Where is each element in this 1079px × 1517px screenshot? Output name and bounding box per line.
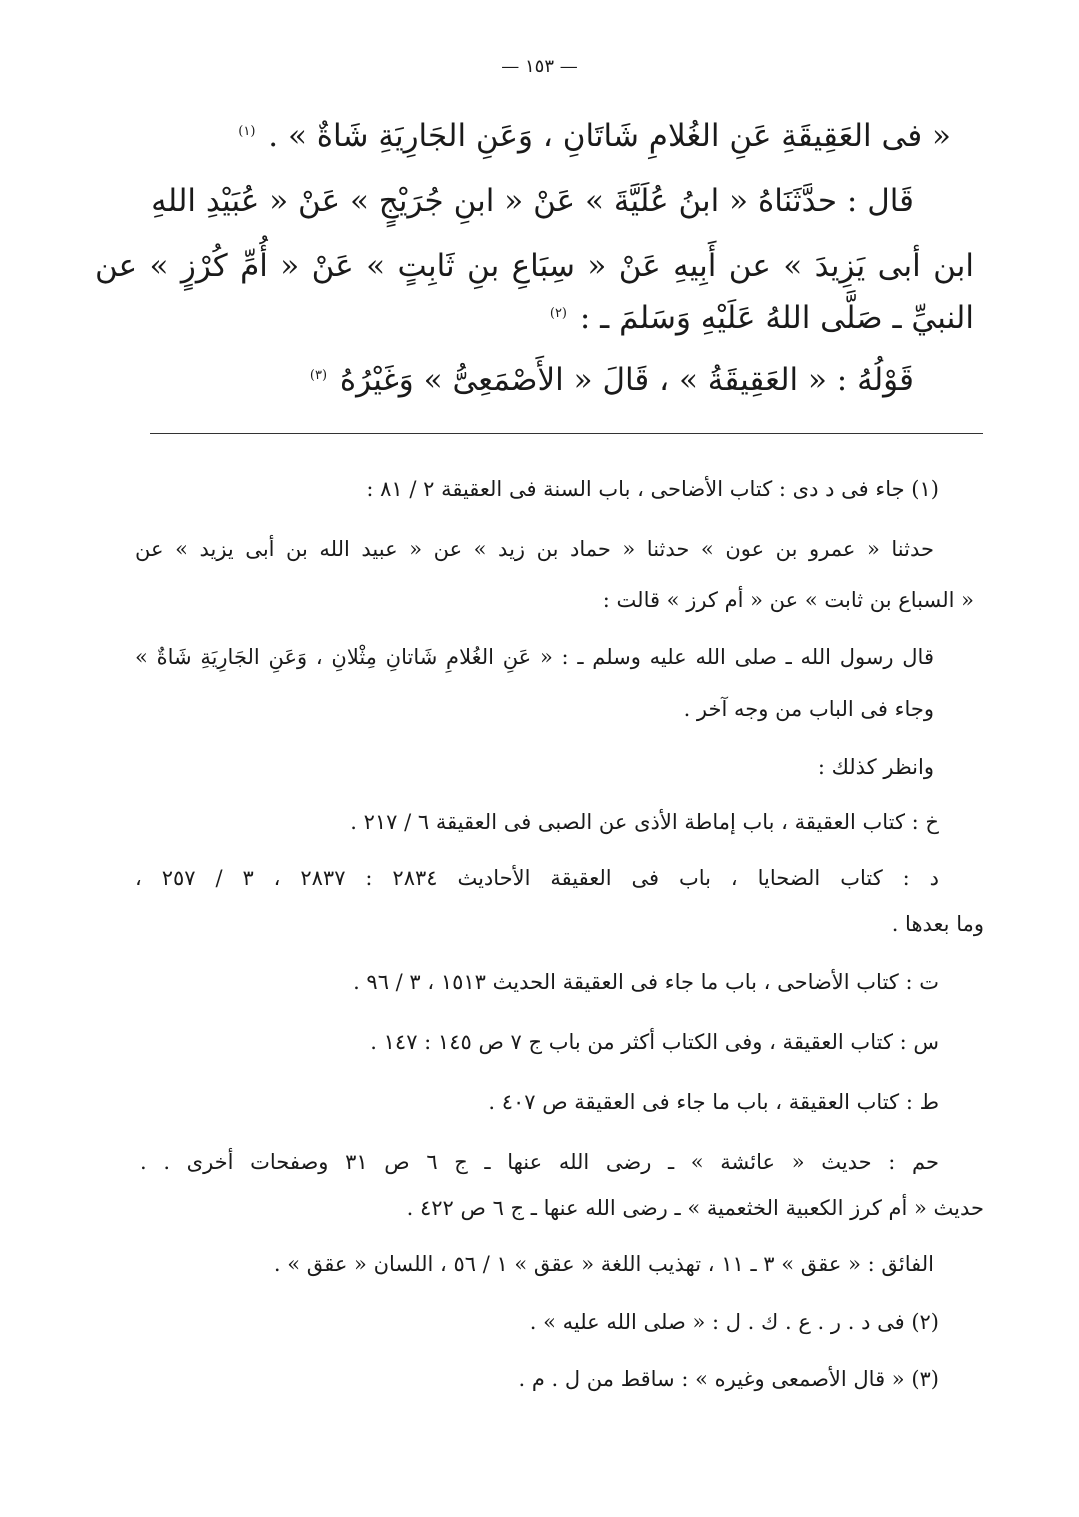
note-line: وما بعدها . [891,912,984,936]
note-line: ط : كتاب العقيقة ، باب ما جاء فى العقيقة ص ٤٠٧ . [488,1090,939,1114]
note-line: ت : كتاب الأضاحى ، باب ما جاء فى العقيقة الحديث ١٥١٣ ، ٣ / ٩٦ . [353,970,939,994]
main-line-2: قَال : حدَّثَنَاهُ « ابنُ عُلَيَّةَ » عَنْ « ابنِ جُرَيْجٍ » عَنْ « عُبَيْدِ اللهِ [151,183,914,219]
main-line-5 [95,362,914,398]
note-line: حم : حديث « عائشة » ـ رضى الله عنها ـ ج ٦ ص ٣١ وصفحات أخرى . . [140,1150,939,1174]
note-line: حدثنا « عمرو بن عون » حدثنا « حماد بن زيد » عن « عبيد الله بن أبى يزيد » عن [135,537,934,561]
note-line: « السباع بن ثابت » عن « أم كرز » قالت : [602,588,974,612]
main-line-1 [95,118,951,154]
main-line-1-text: « فى العَقِيقَةِ عَنِ الغُلامِ شَاتَانِ ، وَعَنِ الجَارِيَةِ شَاةٌ » . [268,118,951,154]
main-line-4-text: النبيِّ ـ صَلَّى اللهُ عَلَيْهِ وَسَلمَ ـ : [579,300,974,336]
note-line: س : كتاب العقيقة ، وفى الكتاب أكثر من باب ج ٧ ص ١٤٥ : ١٤٧ . [370,1030,939,1054]
note-line: د : كتاب الضحايا ، باب فى العقيقة الأحاديث ٢٨٣٤ : ٢٨٣٧ ، ٣ / ٢٥٧ ، [135,866,939,890]
note-line: (١) جاء فى د دى : كتاب الأضاحى ، باب السنة فى العقيقة ٢ / ٨١ : [366,477,939,501]
note-line: خ : كتاب العقيقة ، باب إماطة الأذى عن الصبى فى العقيقة ٦ / ٢١٧ . [350,810,939,834]
main-line-4 [95,300,974,336]
note-line: وجاء فى الباب من وجه آخر . [683,697,934,721]
footnote-ref-1: (١) [238,123,256,139]
main-line-3: ابن أبى يَزِيدَ » عن أَبِيهِ عَنْ « سِبَاعِ بنِ ثَابِتٍ » عَنْ « أُمِّ كُرْزٍ » عن [95,248,974,284]
note-line: قال رسول الله ـ صلى الله عليه وسلم ـ : « عَنِ الغُلامِ شَاتانِ مِثْلانِ ، وَعَنِ الجَارِيَةِ شَاةٌ » [135,645,934,669]
note-line: (٢) فى د . ر . ع . ك . ل : « صلى الله عليه » . [529,1310,939,1334]
page-number: — ١٥٣ — [501,56,578,77]
main-line-5-text: قَوْلُهُ : « العَقِيقَةُ » ، قَالَ « الأَصْمَعِىُّ » وَغَيْرُهُ [339,362,914,398]
note-line: حديث « أم كرز الكعبية الخثعمية » ـ رضى الله عنها ـ ج ٦ ص ٤٢٢ . [406,1196,984,1220]
note-line: الفائق : « عقق » ٣ ـ ١١ ، تهذيب اللغة « عقق » ١ / ٥٦ ، اللسان « عقق » . [273,1252,934,1276]
note-line: وانظر كذلك : [817,755,934,779]
footnote-ref-2: (٢) [549,305,567,321]
footnote-ref-3: (٣) [309,367,328,383]
note-line: (٣) « قال الأصمعى وغيره » : ساقط من ل . م . [518,1367,939,1391]
footnote-separator [150,433,983,434]
